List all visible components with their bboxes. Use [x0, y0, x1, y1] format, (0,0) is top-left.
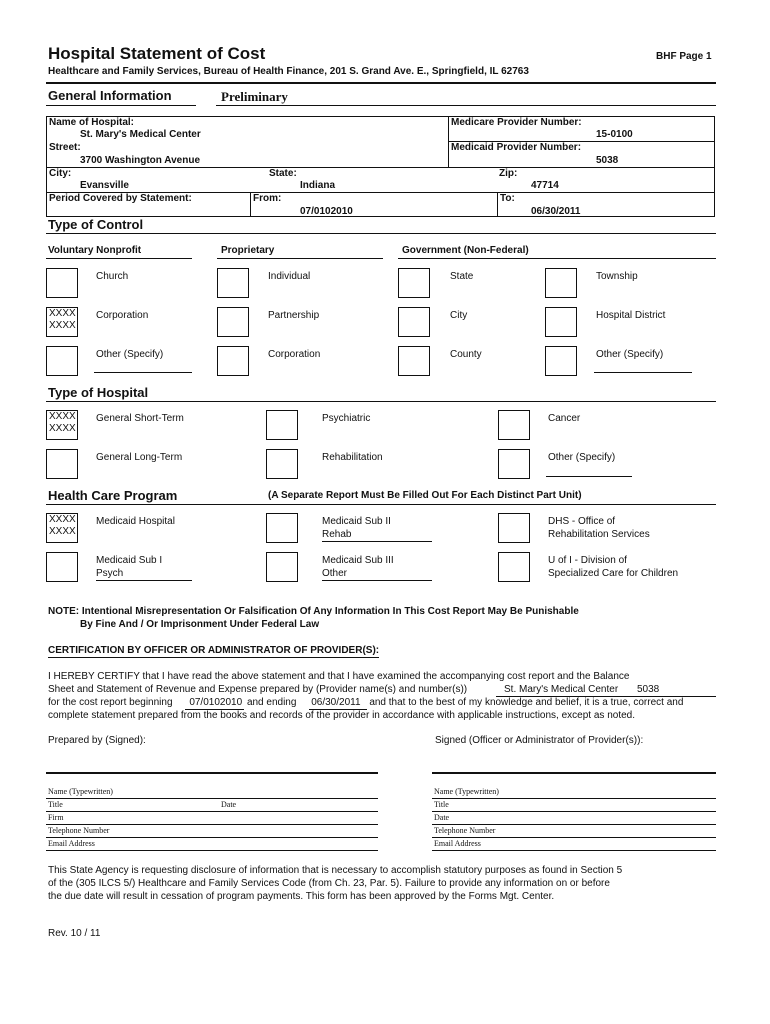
heading-underline [46, 105, 196, 106]
medicaid-hospital-checkbox[interactable] [46, 513, 78, 543]
left-email-label: Email Address [48, 839, 95, 848]
medicaid-value: 5038 [596, 155, 619, 166]
certification-heading: CERTIFICATION BY OFFICER OR ADMINISTRATOR OF PROVIDER(S): [48, 645, 380, 656]
state-control-label: State [450, 271, 474, 282]
left-title-label: Title [48, 800, 63, 809]
certification-line2: Sheet and Statement of Revenue and Expense prepared by (Provider name(s) and number(s)) [48, 684, 468, 695]
note-label: NOTE: [48, 606, 80, 617]
psychiatric-checkbox[interactable] [266, 410, 298, 440]
status-underline [216, 105, 716, 106]
voluntary-nonprofit-heading: Voluntary Nonprofit [48, 245, 142, 256]
certification-line3-suffix: and that to the best of my knowledge and belief, it is a true, correct and [369, 697, 684, 708]
medicaid-sub2-checkbox[interactable] [266, 513, 298, 543]
period-label: Period Covered by Statement: [49, 193, 192, 204]
checkbox-mark: XXXX [49, 320, 76, 331]
medicaid-sub1-label: Medicaid Sub I [96, 555, 163, 566]
other-government-checkbox[interactable] [545, 346, 577, 376]
right-date-label: Date [434, 813, 450, 822]
general-short-term-label: General Short-Term [96, 413, 184, 424]
certification-line4: complete statement prepared from the books and records of the provider in accordance with applicable instructions, except as noted. [48, 710, 635, 721]
certification-line3 [48, 697, 718, 710]
psychiatric-label: Psychiatric [322, 413, 371, 424]
medicare-divider [448, 116, 449, 168]
left-telephone-line[interactable] [46, 837, 378, 838]
city-row-divider [46, 167, 715, 168]
other-nonprofit-line[interactable] [94, 372, 192, 373]
right-telephone-line[interactable] [432, 837, 716, 838]
note-line1 [48, 606, 579, 618]
left-email-line[interactable] [46, 850, 378, 851]
general-long-term-label: General Long-Term [96, 452, 183, 463]
provider-name-value: St. Mary's Medical Center [504, 684, 619, 695]
program-rule [46, 504, 716, 505]
right-telephone-label: Telephone Number [434, 826, 496, 835]
medicaid-sub3-checkbox[interactable] [266, 552, 298, 582]
right-title-line[interactable] [432, 811, 716, 812]
left-title-line[interactable] [46, 811, 378, 812]
left-name-line[interactable] [46, 798, 378, 799]
hospital-name-value: St. Mary's Medical Center [80, 129, 201, 140]
rehab-label: Rehab [322, 529, 432, 542]
left-firm-label: Firm [48, 813, 64, 822]
rehabilitation-checkbox[interactable] [266, 449, 298, 479]
state-value: Indiana [300, 180, 336, 191]
individual-checkbox[interactable] [217, 268, 249, 298]
control-rule [46, 233, 716, 234]
hospital-rule [46, 401, 716, 402]
type-of-control-heading: Type of Control [48, 217, 144, 232]
right-name-line[interactable] [432, 798, 716, 799]
township-checkbox[interactable] [545, 268, 577, 298]
government-heading: Government (Non-Federal) [402, 245, 529, 256]
proprietary-underline [217, 258, 383, 259]
checkbox-mark: XXXX [49, 526, 76, 537]
header-rule [46, 82, 716, 84]
revision-label: Rev. 10 / 11 [48, 928, 101, 939]
health-care-note: (A Separate Report Must Be Filled Out For Each Distinct Part Unit) [268, 490, 582, 501]
uofi-label: U of I - Division of [548, 555, 627, 566]
left-date-label: Date [221, 800, 237, 809]
uofi-label-line2: Specialized Care for Children [548, 568, 679, 579]
prepared-by-signature-line[interactable] [46, 772, 378, 774]
other-government-line[interactable] [594, 372, 692, 373]
right-date-line[interactable] [432, 824, 716, 825]
medicaid-sub2-label: Medicaid Sub II [322, 516, 391, 527]
cost-report-beginning-label: for the cost report beginning [48, 697, 173, 708]
street-label: Street: [49, 142, 81, 153]
page-title: Hospital Statement of Cost [48, 44, 266, 63]
proprietary-heading: Proprietary [221, 245, 275, 256]
provider-field[interactable] [496, 684, 716, 697]
other-nonprofit-checkbox[interactable] [46, 346, 78, 376]
disclosure-line3: the due date will result in cessation of program payments. This form has been approved by the Forms Mgt. Center. [48, 891, 555, 902]
report-status: Preliminary [221, 89, 288, 104]
city-label: City: [49, 168, 72, 179]
begin-date-field[interactable]: 07/0102010 [185, 697, 244, 710]
partnership-checkbox[interactable] [217, 307, 249, 337]
cancer-checkbox[interactable] [498, 410, 530, 440]
city-control-label: City [450, 310, 468, 321]
note-text: Intentional Misrepresentation Or Falsification Of Any Information In This Cost Report May Be Punishable [81, 606, 579, 617]
city-checkbox[interactable] [398, 307, 430, 337]
other-nonprofit-label: Other (Specify) [96, 349, 164, 360]
checkbox-mark: XXXX [49, 423, 76, 434]
prepared-by-label: Prepared by (Signed): [48, 735, 146, 746]
right-email-line[interactable] [432, 850, 716, 851]
cancer-label: Cancer [548, 413, 581, 424]
left-firm-line[interactable] [46, 824, 378, 825]
state-checkbox[interactable] [398, 268, 430, 298]
government-underline [398, 258, 716, 259]
general-short-term-checkbox[interactable] [46, 410, 78, 440]
zip-value: 47714 [531, 180, 559, 191]
township-label: Township [596, 271, 638, 282]
left-telephone-label: Telephone Number [48, 826, 110, 835]
other-program-label: Other [322, 568, 432, 581]
checkbox-mark: XXXX [49, 411, 76, 422]
checkbox-mark: XXXX [49, 308, 76, 319]
page-subtitle: Healthcare and Family Services, Bureau of Health Finance, 201 S. Grand Ave. E., Springfield, IL 62763 [48, 66, 529, 77]
county-checkbox[interactable] [398, 346, 430, 376]
dhs-label-line2: Rehabilitation Services [548, 529, 650, 540]
to-divider [497, 192, 498, 217]
church-label: Church [96, 271, 129, 282]
medicare-value: 15-0100 [596, 129, 633, 140]
to-value: 06/30/2011 [531, 206, 581, 217]
state-label: State: [269, 168, 297, 179]
city-value: Evansville [80, 180, 129, 191]
hospital-district-checkbox[interactable] [545, 307, 577, 337]
officer-signature-line[interactable] [432, 772, 716, 774]
voluntary-underline [46, 258, 192, 259]
other-hospital-label: Other (Specify) [548, 452, 616, 463]
dhs-label: DHS - Office of [548, 516, 616, 527]
street-value: 3700 Washington Avenue [80, 155, 201, 166]
dhs-checkbox[interactable] [498, 513, 530, 543]
disclosure-line2: of the (305 ILCS 5/) Healthcare and Family Services Code (from Ch. 23, Par. 5). Failure to provide any information on or before [48, 878, 610, 889]
corporation-nonprofit-label: Corporation [96, 310, 149, 321]
right-title-label: Title [434, 800, 449, 809]
general-long-term-checkbox[interactable] [46, 449, 78, 479]
medicaid-label: Medicaid Provider Number: [451, 142, 582, 153]
to-label: To: [500, 193, 515, 204]
county-label: County [450, 349, 482, 360]
end-date-field[interactable]: 06/30/2011 [309, 697, 366, 710]
right-name-label: Name (Typewritten) [434, 787, 499, 796]
signed-officer-label: Signed (Officer or Administrator of Provider(s)): [435, 735, 644, 746]
page-label: BHF Page 1 [656, 51, 712, 62]
from-label: From: [253, 193, 282, 204]
medicaid-sub3-label: Medicaid Sub III [322, 555, 394, 566]
rehabilitation-label: Rehabilitation [322, 452, 383, 463]
hospital-name-label: Name of Hospital: [49, 117, 135, 128]
partnership-label: Partnership [268, 310, 320, 321]
disclosure-line1: This State Agency is requesting disclosure of information that is necessary to accomplish statutory purposes as found in Section 5 [48, 865, 623, 876]
individual-label: Individual [268, 271, 311, 282]
medicaid-hospital-label: Medicaid Hospital [96, 516, 175, 527]
medicare-label: Medicare Provider Number: [451, 117, 582, 128]
zip-label: Zip: [499, 168, 518, 179]
corporation-proprietary-label: Corporation [268, 349, 321, 360]
medicaid-sub1-checkbox[interactable] [46, 552, 78, 582]
from-divider [250, 192, 251, 217]
other-hospital-checkbox[interactable] [498, 449, 530, 479]
corporation-proprietary-checkbox[interactable] [217, 346, 249, 376]
left-name-label: Name (Typewritten) [48, 787, 113, 796]
right-email-label: Email Address [434, 839, 481, 848]
type-of-hospital-heading: Type of Hospital [48, 385, 149, 400]
checkbox-mark: XXXX [49, 514, 76, 525]
note-line2: By Fine And / Or Imprisonment Under Federal Law [80, 619, 320, 630]
hospital-district-label: Hospital District [596, 310, 666, 321]
church-checkbox[interactable] [46, 268, 78, 298]
uofi-checkbox[interactable] [498, 552, 530, 582]
certification-line1: I HEREBY CERTIFY that I have read the above statement and that I have examined the accompanying cost report and the Balance [48, 671, 630, 682]
from-value: 07/0102010 [300, 206, 353, 217]
general-info-heading: General Information [48, 88, 172, 103]
corporation-nonprofit-checkbox[interactable] [46, 307, 78, 337]
other-hospital-line[interactable] [546, 476, 632, 477]
and-ending-label: and ending [246, 697, 297, 708]
provider-number-value: 5038 [636, 684, 660, 695]
psych-label: Psych [96, 568, 192, 581]
health-care-program-heading: Health Care Program [48, 488, 178, 503]
other-government-label: Other (Specify) [596, 349, 664, 360]
